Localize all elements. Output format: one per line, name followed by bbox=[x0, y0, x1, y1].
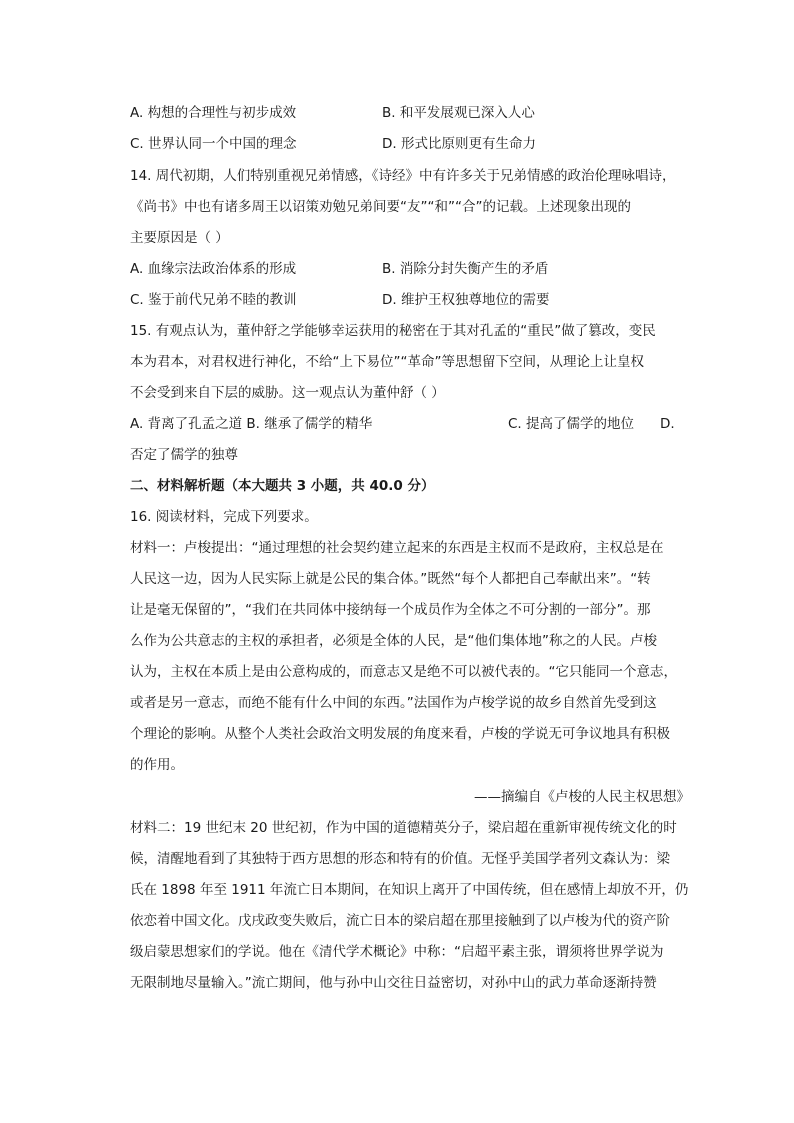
q15-option-c: C. 提高了儒学的地位 bbox=[508, 416, 635, 432]
section-heading: 二、材料解析题（本大题共 3 小题，共 40.0 分） bbox=[130, 478, 435, 494]
q15-stem-line: 不会受到来自下层的威胁。这一观点认为董仲舒（ ） bbox=[130, 385, 445, 401]
q13-option-d: D. 形式比原则更有生命力 bbox=[382, 136, 536, 152]
q14-stem-line: 14. 周代初期，人们特别重视兄弟情感，《诗经》中有许多关于兄弟情感的政治伦理咏唱诗， bbox=[130, 168, 676, 184]
material1-line: 个理论的影响。从整个人类社会政治文明发展的角度来看，卢梭的学说无可争议地具有积极 bbox=[130, 726, 670, 742]
material2-line: 无限制地尽量输入。”流亡期间，他与孙中山交往日益密切，对孙中山的武力革命逐渐持赞 bbox=[130, 975, 657, 991]
q14-stem-line: 主要原因是（ ） bbox=[130, 230, 229, 246]
material2-line: 依恋着中国文化。戊戌政变失败后，流亡日本的梁启超在那里接触到了以卢梭为代的资产阶 bbox=[130, 913, 670, 929]
q13-option-b: B. 和平发展观已深入人心 bbox=[382, 105, 535, 121]
q14-option-b: B. 消除分封失衡产生的矛盾 bbox=[382, 261, 549, 277]
material1-line: 让是毫无保留的”，“我们在共同体中接纳每一个成员作为全体之不可分割的一部分”。那 bbox=[130, 602, 651, 618]
material2-line: 氏在 1898 年至 1911 年流亡日本期间，在知识上离开了中国传统，但在感情上却放不开，仍 bbox=[130, 882, 689, 898]
material1-source: ——摘编自《卢梭的人民主权思想》 bbox=[474, 789, 690, 805]
q15-option-ab: A. 背离了孔孟之道 B. 继承了儒学的精华 bbox=[130, 416, 373, 432]
q14-stem-line: 《尚书》中也有诸多周王以诏策劝勉兄弟间要“友”“和”“合”的记载。上述现象出现的 bbox=[130, 199, 631, 215]
material1-line: 的作用。 bbox=[130, 757, 184, 773]
material2-line: 材料二：19 世纪末 20 世纪初，作为中国的道德精英分子，梁启超在重新审视传统文化的时 bbox=[130, 820, 677, 836]
q13-option-a: A. 构想的合理性与初步成效 bbox=[130, 105, 297, 121]
material1-line: 认为，主权在本质上是由公意构成的，而意志又是绝不可以被代表的。“它只能同一个意志， bbox=[130, 664, 677, 680]
material1-line: 材料一：卢梭提出：“通过理想的社会契约建立起来的东西是主权而不是政府，主权总是在 bbox=[130, 540, 664, 556]
q15-option-d-text: 否定了儒学的独尊 bbox=[130, 447, 238, 463]
q14-option-d: D. 维护王权独尊地位的需要 bbox=[382, 292, 550, 308]
q15-stem-line: 本为君本，对君权进行神化，不给“上下易位”“革命”等思想留下空间，从理论上让皇权 bbox=[130, 354, 644, 370]
material1-line: 么作为公共意志的主权的承担者，必须是全体的人民，是“他们集体地”称之的人民。卢梭 bbox=[130, 633, 657, 649]
q13-option-c: C. 世界认同一个中国的理念 bbox=[130, 136, 297, 152]
material2-line: 级启蒙思想家们的学说。他在《清代学术概论》中称：“启超平素主张，谓须将世界学说为 bbox=[130, 944, 664, 960]
material1-line: 人民这一边，因为人民实际上就是公民的集合体。”既然“每个人都把自己奉献出来”。“转 bbox=[130, 571, 651, 587]
q15-stem-line: 15. 有观点认为，董仲舒之学能够幸运获用的秘密在于其对孔孟的“重民”做了篡改，变民 bbox=[130, 323, 656, 339]
q16-intro: 16. 阅读材料，完成下列要求。 bbox=[130, 509, 318, 525]
q14-option-c: C. 鉴于前代兄弟不睦的教训 bbox=[130, 292, 297, 308]
material2-line: 候，清醒地看到了其独特于西方思想的形态和特有的价值。无怪乎美国学者列文森认为：梁 bbox=[130, 851, 670, 867]
q14-option-a: A. 血缘宗法政治体系的形成 bbox=[130, 261, 297, 277]
material1-line: 或者是另一意志，而绝不能有什么中间的东西。”法国作为卢梭学说的故乡自然首先受到这 bbox=[130, 695, 657, 711]
q15-option-d-label: D. bbox=[660, 416, 675, 432]
